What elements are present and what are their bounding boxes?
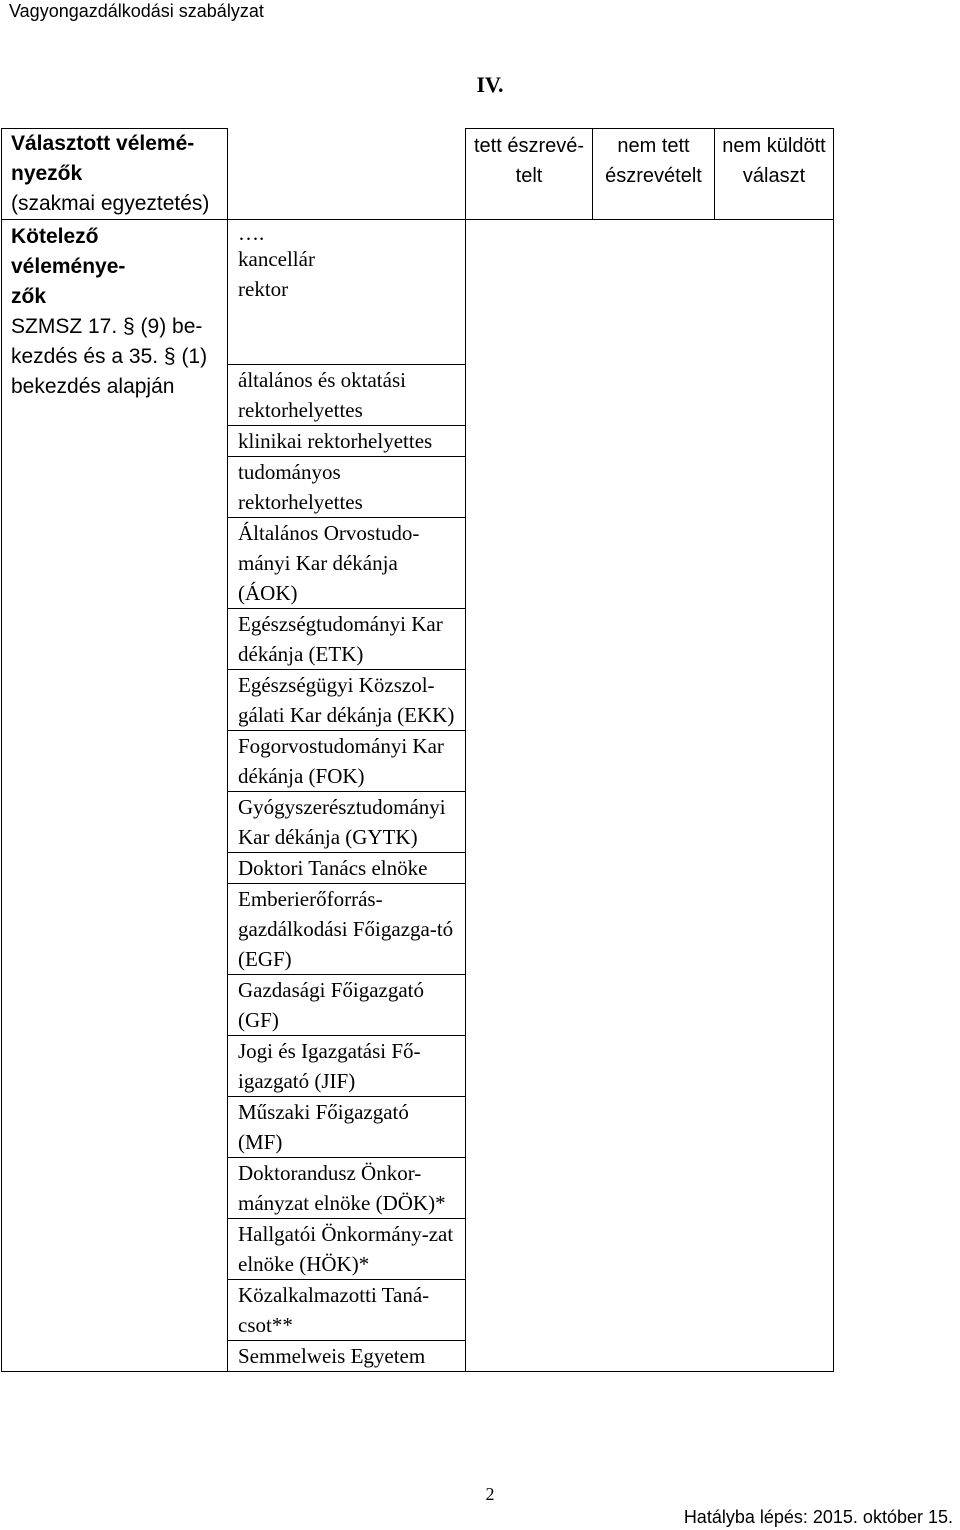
- opinion-giver: tudományos rektorhelyettes: [228, 457, 465, 518]
- opinion-giver: rektor: [228, 274, 465, 365]
- mandatory-reviewers-title-1: Kötelező véleménye-: [11, 225, 126, 278]
- opinion-giver: Gazdasági Főigazgató (GF): [228, 975, 465, 1036]
- mandatory-reviewers-title-2: zők: [11, 285, 47, 308]
- opinion-giver: Hallgatói Önkormány-zat elnöke (HÖK)*: [228, 1219, 465, 1280]
- opinion-table: [1, 128, 834, 1372]
- running-title: Vagyongazdálkodási szabályzat: [9, 1, 264, 21]
- opinion-giver: Műszaki Főigazgató (MF): [228, 1097, 465, 1158]
- selected-reviewers-note: (szakmai egyeztetés): [11, 192, 210, 215]
- effective-date: Hatályba lépés: 2015. október 15.: [683, 1507, 953, 1527]
- mandatory-reviewers-note: SZMSZ 17. § (9) be-kezdés és a 35. § (1) bekezdés alapján: [11, 315, 208, 398]
- opinion-giver: klinikai rektorhelyettes: [228, 426, 465, 457]
- response-area: [466, 220, 834, 1372]
- opinion-giver: Egészségtudományi Kar dékánja (ETK): [228, 609, 465, 670]
- opinion-giver: Általános Orvostudo-mányi Kar dékánja (ÁOK): [228, 518, 465, 609]
- opinion-giver: általános és oktatási rektorhelyettes: [228, 365, 465, 426]
- opinion-giver: Fogorvostudományi Kar dékánja (FOK): [228, 731, 465, 792]
- col-header-commented: tett észrevé-telt: [466, 129, 593, 220]
- mandatory-reviewers-label: [2, 220, 228, 1372]
- opinion-giver: Egészségügyi Közszol-gálati Kar dékánja (EKK): [228, 670, 465, 731]
- opinion-giver: Doktori Tanács elnöke: [228, 853, 465, 884]
- page-number: 2: [485, 1484, 495, 1504]
- opinion-givers-list: [228, 220, 466, 1372]
- opinion-giver: Doktorandusz Önkor-mányzat elnöke (DÖK)*: [228, 1158, 465, 1219]
- opinion-giver: Semmelweis Egyetem: [238, 1344, 426, 1368]
- opinion-giver: Közalkalmazotti Taná-csot**: [228, 1280, 465, 1341]
- selected-reviewers-label: [2, 129, 228, 220]
- selected-reviewers-title: Választott vélemé-nyezők: [11, 132, 195, 185]
- col-header-no-reply: nem küldött választ: [715, 129, 834, 220]
- selected-reviewers-value-top: [228, 129, 466, 220]
- col-header-no-comment: nem tett észrevételt: [593, 129, 715, 220]
- opinion-giver: Jogi és Igazgatási Fő-igazgató (JIF): [228, 1036, 465, 1097]
- section-number: IV.: [476, 72, 504, 97]
- selected-reviewers-value: ….: [238, 221, 265, 245]
- opinion-giver: Gyógyszerésztudományi Kar dékánja (GYTK): [228, 792, 465, 853]
- opinion-giver: Emberierőforrás-gazdálkodási Főigazga-tó (EGF): [228, 884, 465, 975]
- opinion-giver: kancellár: [238, 247, 315, 271]
